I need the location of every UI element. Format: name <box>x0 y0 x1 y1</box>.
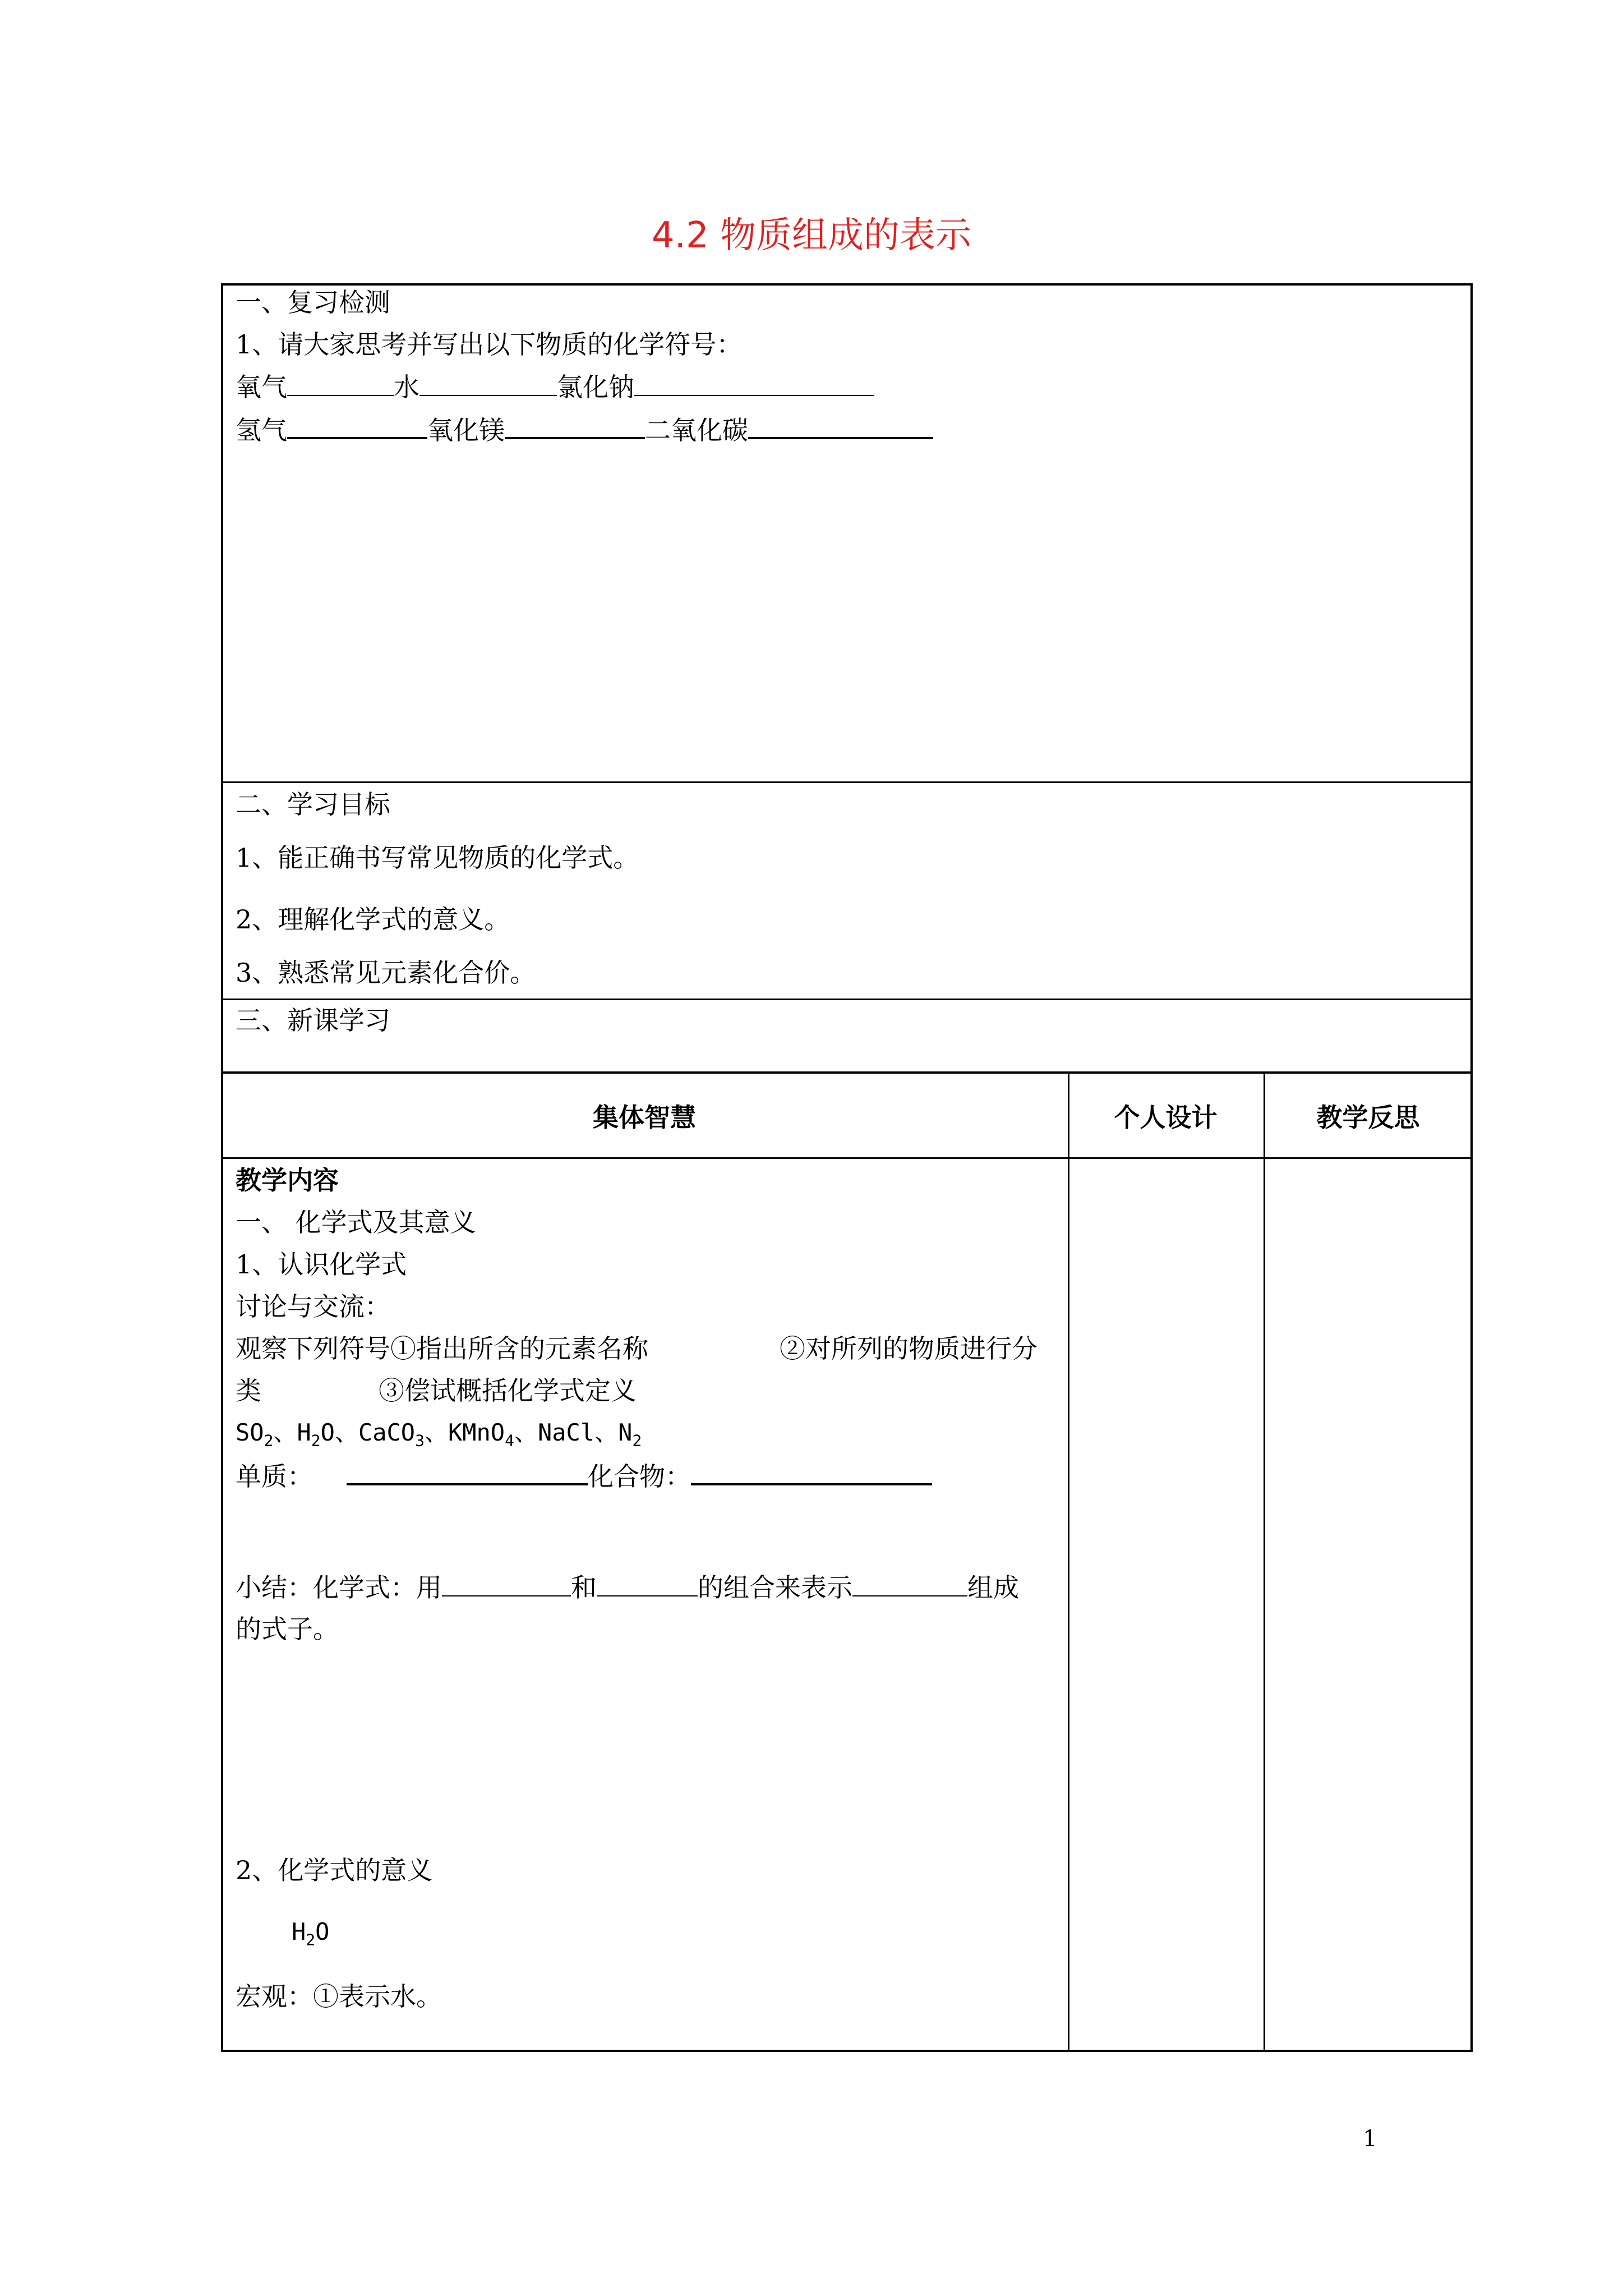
label-hydrogen: 氢气 <box>236 415 287 445</box>
blank-summary-1[interactable] <box>442 1571 571 1596</box>
page-title: 4.2 物质组成的表示 <box>651 215 972 256</box>
observe-line-2a: 类 <box>236 1375 261 1406</box>
formula-list: $SO_2$、$H_2O$、CaCO$_3$、KMnO$_4$、NaCl、$N_2$ <box>236 1419 642 1450</box>
water-formula: $H_2O$ <box>292 1918 330 1949</box>
label-water: 水 <box>394 372 419 402</box>
observe-line-1a: 观察下列符号①指出所含的元素名称 <box>236 1333 648 1364</box>
blank-compound[interactable] <box>691 1458 932 1485</box>
goal-item-1: 1、能正确书写常见物质的化学式。 <box>236 843 639 873</box>
column-header-personal: 个人设计 <box>1114 1102 1218 1133</box>
macro-meaning: 宏观：①表示水。 <box>236 1981 442 2012</box>
label-oxygen: 氧气 <box>236 372 287 402</box>
review-heading: 一、复习检测 <box>236 287 390 318</box>
review-row-2 <box>236 412 933 447</box>
blank-elemental[interactable] <box>347 1458 588 1485</box>
goals-heading: 二、学习目标 <box>236 789 390 820</box>
subsection-formula-meaning: 2、化学式的意义 <box>236 1855 433 1885</box>
column-divider-2 <box>1264 1073 1265 2051</box>
blank-carbon-dioxide[interactable] <box>748 412 933 439</box>
review-question: 1、请大家思考并写出以下物质的化学符号： <box>236 329 743 360</box>
observe-line-2b: ③偿试概括化学式定义 <box>379 1375 637 1406</box>
column-header-reflection: 教学反思 <box>1316 1102 1420 1133</box>
section-formula-heading: 一、 化学式及其意义 <box>236 1207 476 1237</box>
page-number: 1 <box>1363 2126 1377 2152</box>
elemental-label: 单质： <box>236 1461 313 1492</box>
goal-item-3: 3、熟悉常见元素化合价。 <box>236 958 536 988</box>
divider-review-goals <box>221 781 1473 783</box>
blank-summary-3[interactable] <box>852 1571 967 1596</box>
column-header-collective: 集体智慧 <box>593 1102 696 1133</box>
observe-line-1b: ②对所列的物质进行分 <box>780 1333 1038 1364</box>
label-sodium-chloride: 氯化钠 <box>557 372 634 402</box>
newlesson-heading: 三、新课学习 <box>236 1005 390 1036</box>
goal-item-2: 2、理解化学式的意义。 <box>236 904 510 935</box>
summary-line-1: 小结：化学式：用 和 的组合来表示 组成 <box>236 1571 1019 1604</box>
summary-line-2: 的式子。 <box>236 1614 339 1644</box>
blank-magnesium-oxide[interactable] <box>505 412 645 439</box>
column-divider-1 <box>1068 1073 1069 2051</box>
divider-goals-newlesson <box>221 999 1473 1000</box>
discussion-label: 讨论与交流： <box>236 1291 390 1322</box>
review-row-1 <box>236 370 874 403</box>
compound-label: 化合物： <box>588 1461 691 1492</box>
worksheet-table <box>221 283 1473 2052</box>
label-carbon-dioxide: 二氧化碳 <box>645 415 748 445</box>
content-heading: 教学内容 <box>236 1165 339 1195</box>
blank-water[interactable] <box>419 370 557 396</box>
classify-row <box>236 1458 932 1493</box>
label-magnesium-oxide: 氧化镁 <box>427 415 505 445</box>
subsection-know-formula: 1、认识化学式 <box>236 1249 407 1280</box>
blank-summary-2[interactable] <box>597 1571 698 1596</box>
blank-oxygen[interactable] <box>287 370 394 396</box>
blank-hydrogen[interactable] <box>287 412 427 439</box>
blank-sodium-chloride[interactable] <box>634 370 874 396</box>
